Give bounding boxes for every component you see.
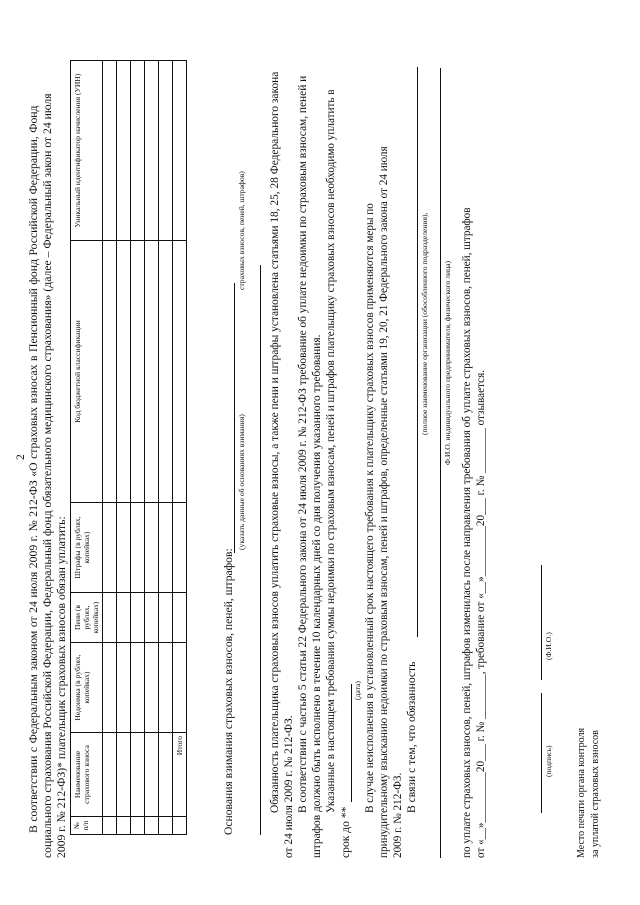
fio-line [541,565,542,680]
table-row [103,61,117,835]
col-header-budget-code: Код бюджетной классификации [71,241,103,503]
deadline-date-line [351,684,352,802]
date-caption: (дата) [353,681,362,700]
intro-line-2: социального страхования Российской Федерации, Федеральный фонд обязательного медицинского страхования» (далее – Федеральный закон от 24 июля [41,93,54,858]
grounds-caption-2: страховых взносов, пеней, штрафов) [237,171,246,290]
table-total-row [173,61,187,835]
stamp-place-line-1: Место печати органа контроля [576,727,587,858]
failure-line-2: принудительному взысканию недоимки по страховым взносам, пеней и штрафов, определенные статьями 19, 20, 21 Федерального закона от 24 июля [378,146,390,858]
col-header-fines: Штрафы (в рублях, копейках) [71,503,103,593]
grounds-caption-1: (указать данные об основаниях взимания) [237,414,246,550]
obligation-line-1: Обязанность плательщика страховых взносов уплатить страховые взносы, а также пени и штрафы установлена статьями 18, 25, 28 Федерального закона [269,71,281,813]
page-number: 2 [14,454,27,460]
person-caption: Ф.И.О. индивидуального предпринимателя, физического лица) [443,260,452,465]
table-row [117,61,131,835]
signature-line [541,693,542,813]
total-label: Итого [173,733,187,817]
signature-caption: (подпись) [544,745,553,777]
connection-text: В связи с тем, что обязанность [405,661,418,813]
part5-line-1: В соответствии с частью 5 статьи 22 Федерального закона от 24 июля 2009 г. № 212-ФЗ требование об уплате недоимки по страховым взносам, пеней и [297,75,309,813]
table-row [159,61,173,835]
stamp-place-line-2: за уплатой страховых взносов [590,730,601,858]
deadline-prefix: срок до ** [339,806,352,858]
grounds-fill-line-2 [260,265,261,835]
col-header-number: № п/п [71,817,103,835]
changed-line-1: по уплате страховых взносов, пеней, штрафов изменилась после направления требования об уплате страховых взносов, пеней, штрафов [461,207,473,858]
col-header-arrears: Недоимка (в рублях, копейках) [71,643,103,733]
org-fill-line [417,67,418,637]
table-row [131,61,145,835]
person-fill-line [440,68,441,858]
col-header-contribution: Наименование страхового взноса [71,733,103,817]
grounds-fill-line [234,283,235,553]
obligation-line-2: от 24 июля 2009 г. № 212-ФЗ. [283,715,295,858]
changed-line-2: от «__»_________20___ г. № ________, требование от «__»_________20___ г. № ________ отзывается. [475,369,487,858]
intro-line-3: 2009 г. № 212-ФЗ)* плательщик страховых взносов обязан уплатить: [55,516,68,858]
intro-line-1: В соответствии с Федеральным законом от 24 июля 2009 г. № 212-ФЗ «О страховых взносах в Пенсионный фонд Российской Федерации, Фонд [27,105,40,833]
col-header-penalties: Пени (в рублях, копейках) [71,593,103,643]
col-header-uin: Уникальный идентификатор начисления (УИН) [71,61,103,241]
grounds-label: Основания взимания страховых взносов, пеней, штрафов: [222,548,235,835]
failure-line-3: 2009 г. № 212-ФЗ. [392,772,404,858]
table-header-row [71,61,103,835]
indicated-amounts: Указанные в настоящем требовании суммы недоимки по страховым взносам, пеней и штрафов плательщику страховых взносов необходимо уплатить в [325,89,337,813]
fio-caption: (Ф.И.О.) [544,632,553,660]
table-row [145,61,159,835]
part5-line-2: штрафов должно быть исполнено в течение 10 календарных дней со дня получения указанного требования. [311,334,323,858]
contributions-table [70,60,187,835]
failure-line-1: В случае неисполнения в установленный срок настоящего требования к плательщику страховых взносов применяются меры по [364,203,376,813]
org-caption: (полное наименование организации (обособленного подразделения), [420,212,429,435]
